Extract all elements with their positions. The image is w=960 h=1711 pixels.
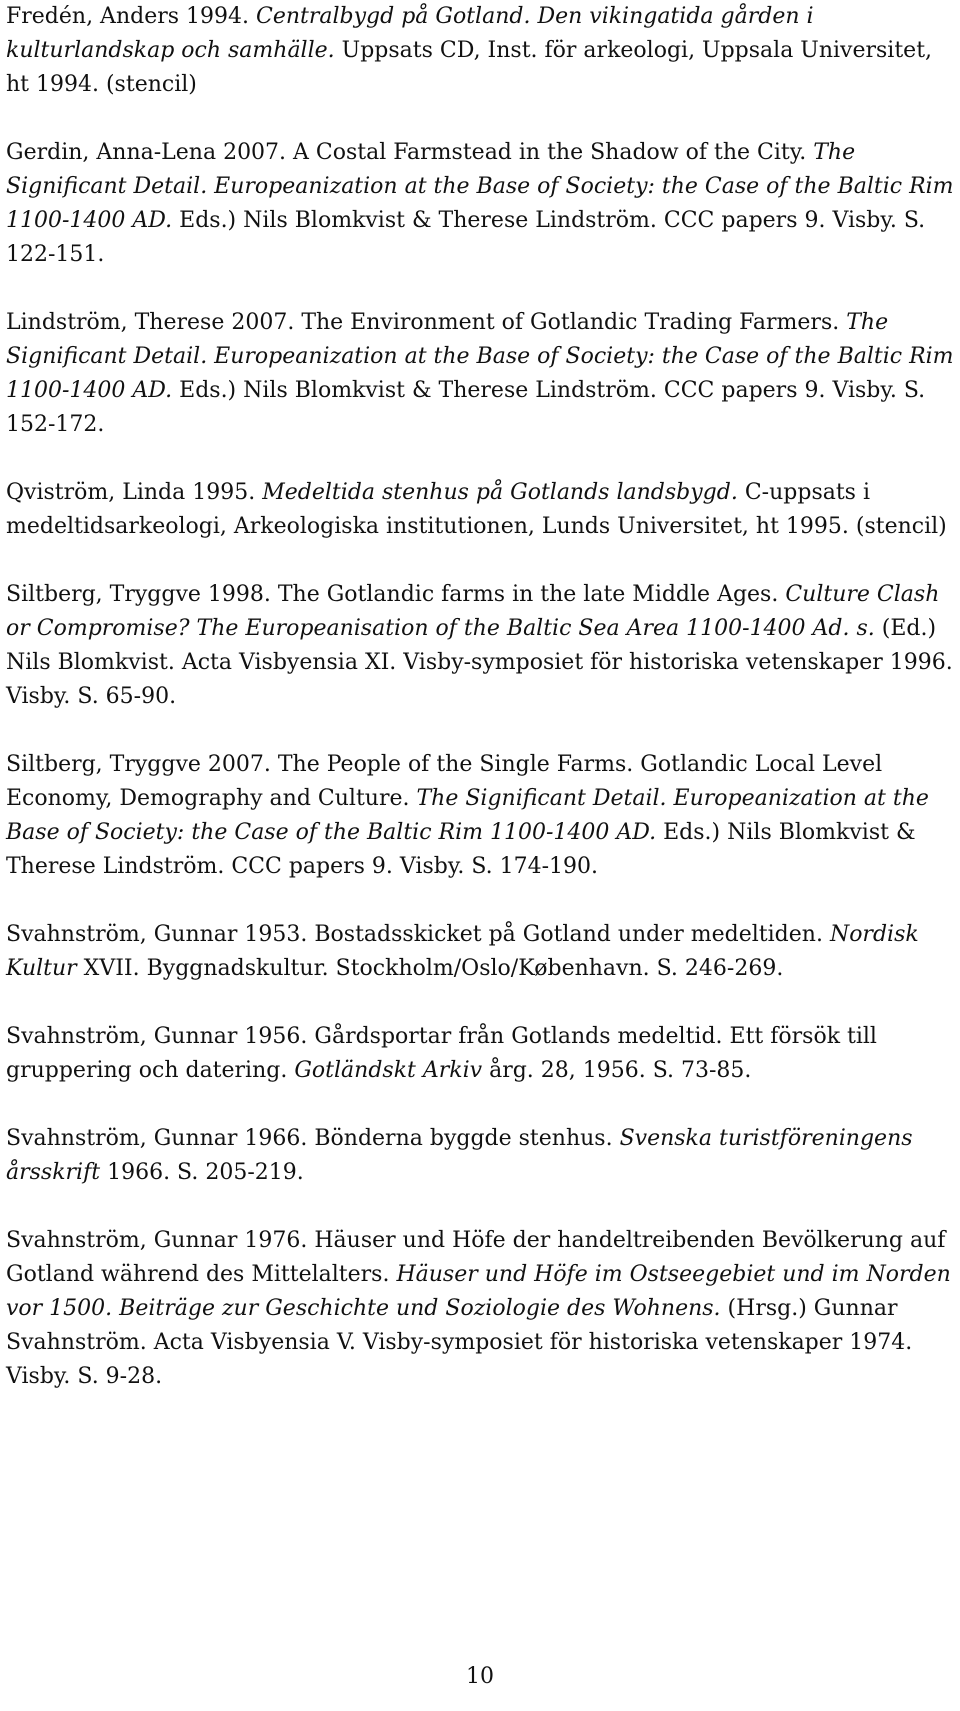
reference-title: Medeltida stenhus på Gotlands landsbygd. bbox=[262, 480, 738, 505]
reference-text: Eds.) Nils Blomkvist & Therese Lindström. CCC papers 9. Visby. S. 174-190. bbox=[6, 820, 916, 879]
reference-text: Gerdin, Anna-Lena 2007. A Costal Farmstead in the Shadow of the City. bbox=[6, 140, 814, 165]
reference-title: Culture Clash or Compromise? The Europeanisation of the Baltic Sea Area 1100-1400 Ad. s. bbox=[6, 582, 940, 641]
reference-entry bbox=[6, 1020, 956, 1088]
reference-text: Siltberg, Tryggve 2007. The People of the Single Farms. Gotlandic Local Level Economy, Demography and Culture. bbox=[6, 752, 883, 811]
page-number: 10 bbox=[466, 1664, 494, 1689]
reference-text: årg. 28, 1956. S. 73-85. bbox=[482, 1058, 752, 1083]
reference-text: Lindström, Therese 2007. The Environment of Gotlandic Trading Farmers. bbox=[6, 310, 847, 335]
reference-title: Centralbygd på Gotland. Den vikingatida gården i kulturlandskap och samhälle. bbox=[6, 4, 814, 63]
reference-title: Svenska turistföreningens årsskrift bbox=[6, 1126, 913, 1185]
reference-entry bbox=[6, 578, 956, 714]
reference-text: Qviström, Linda 1995. bbox=[6, 480, 263, 505]
reference-entry bbox=[6, 748, 956, 884]
reference-title: Häuser und Höfe im Ostseegebiet und im Norden vor 1500. Beiträge zur Geschichte und Soziologie des Wohnens. bbox=[6, 1262, 951, 1321]
reference-text: Eds.) Nils Blomkvist & Therese Lindström. CCC papers 9. Visby. S. 152-172. bbox=[6, 378, 926, 437]
reference-text: Svahnström, Gunnar 1966. Bönderna byggde stenhus. bbox=[6, 1126, 620, 1151]
reference-entry bbox=[6, 136, 956, 272]
reference-text: (Hrsg.) Gunnar Svahnström. Acta Visbyensia V. Visby-symposiet för historiska vetenskaper 1974. Visby. S. 9-28. bbox=[6, 1296, 913, 1389]
reference-text: 1966. S. 205-219. bbox=[100, 1160, 304, 1185]
reference-text: Fredén, Anders 1994. bbox=[6, 4, 256, 29]
reference-entry bbox=[6, 1122, 956, 1190]
reference-list bbox=[6, 0, 956, 1428]
reference-title: Gotländskt Arkiv bbox=[294, 1058, 483, 1083]
reference-entry bbox=[6, 306, 956, 442]
reference-text: Siltberg, Tryggve 1998. The Gotlandic farms in the late Middle Ages. bbox=[6, 582, 786, 607]
reference-text: XVII. Byggnadskultur. Stockholm/Oslo/København. S. 246-269. bbox=[76, 956, 784, 981]
reference-text: Svahnström, Gunnar 1976. Häuser und Höfe der handeltreibenden Bevölkerung auf Gotland während des Mittelalters. bbox=[6, 1228, 946, 1287]
reference-entry bbox=[6, 1224, 956, 1394]
reference-text: Svahnström, Gunnar 1956. Gårdsportar från Gotlands medeltid. Ett försök till gruppering och datering. bbox=[6, 1024, 877, 1083]
reference-text: Uppsats CD, Inst. för arkeologi, Uppsala Universitet, ht 1994. (stencil) bbox=[6, 38, 933, 97]
reference-text: Eds.) Nils Blomkvist & Therese Lindström. CCC papers 9. Visby. S. 122-151. bbox=[6, 208, 926, 267]
reference-text: Svahnström, Gunnar 1953. Bostadsskicket på Gotland under medeltiden. bbox=[6, 922, 830, 947]
reference-text: (Ed.) Nils Blomkvist. Acta Visbyensia XI. Visby-symposiet för historiska vetenskaper 1996. Visby. S. 65-90. bbox=[6, 616, 953, 709]
reference-title: The Significant Detail. Europeanization at the Base of Society: the Case of the Baltic Rim 1100-1400 AD. bbox=[6, 786, 929, 845]
reference-entry bbox=[6, 476, 956, 544]
reference-entry bbox=[6, 918, 956, 986]
reference-text: C-uppsats i medeltidsarkeologi, Arkeologiska institutionen, Lunds Universitet, ht 1995. (stencil) bbox=[6, 480, 947, 539]
reference-title: Nordisk Kultur bbox=[6, 922, 919, 981]
reference-entry bbox=[6, 0, 956, 102]
reference-title: The Significant Detail. Europeanization at the Base of Society: the Case of the Baltic Rim 1100-1400 AD. bbox=[6, 310, 954, 403]
reference-title: The Significant Detail. Europeanization at the Base of Society: the Case of the Baltic Rim 1100-1400 AD. bbox=[6, 140, 954, 233]
